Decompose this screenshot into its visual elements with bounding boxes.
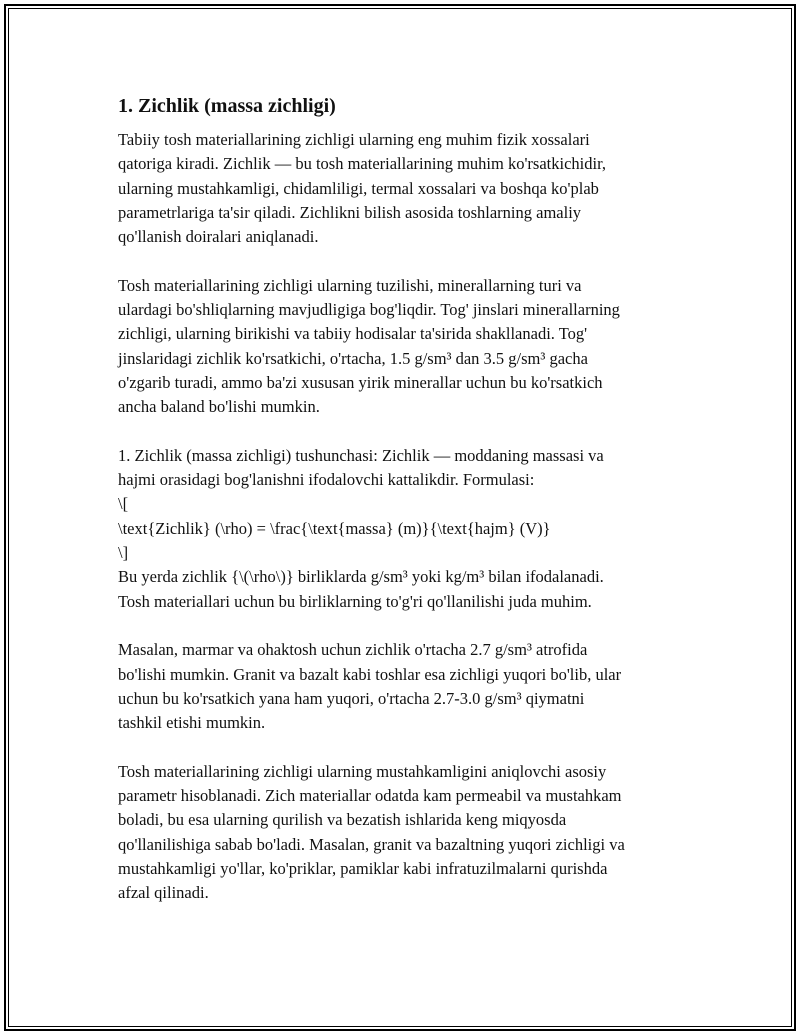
text-line: ularning mustahkamligi, chidamliligi, termal xossalari va boshqa ko'plab	[118, 178, 599, 198]
paragraph-2	[118, 274, 698, 420]
document-body	[118, 92, 698, 930]
formula-body: \text{Zichlik} (\rho) = \frac{\text{massa} (m)}{\text{hajm} (V)}	[118, 518, 551, 538]
text-line: parametr hisoblanadi. Zich materiallar odatda kam permeabil va mustahkam	[118, 786, 622, 806]
text-line: Bu yerda zichlik {\(\rho\)} birliklarda g/sm³ yoki kg/m³ bilan ifodalanadi.	[118, 567, 604, 587]
text-line: hajmi orasidagi bog'lanishni ifodalovchi kattalikdir. Formulasi:	[118, 470, 535, 490]
text-line: mustahkamligi yo'llar, ko'priklar, pamiklar kabi infratuzilmalarni qurishda	[118, 858, 608, 878]
text-line: bo'lishi mumkin. Granit va bazalt kabi toshlar esa zichligi yuqori bo'lib, ular	[118, 664, 622, 684]
text-line: Tosh materiallarining zichligi ularning mustahkamligini aniqlovchi asosiy	[118, 761, 607, 781]
text-line: o'zgarib turadi, ammo ba'zi xususan yirik minerallar uchun bu ko'rsatkich	[118, 372, 603, 392]
text-line: Tosh materiallarining zichligi ularning tuzilishi, minerallarning turi va	[118, 275, 582, 295]
text-line: zichligi, ularning birikishi va tabiiy hodisalar ta'sirida shakllanadi. Tog'	[118, 324, 588, 344]
text-line: ulardagi bo'shliqlarning mavjudligiga bog'liqdir. Tog' jinslari minerallarning	[118, 300, 620, 320]
paragraph-5	[118, 760, 698, 906]
formula-open: \[	[118, 494, 129, 514]
text-line: uchun bu ko'rsatkich yana ham yuqori, o'rtacha 2.7-3.0 g/sm³ qiymatni	[118, 688, 585, 708]
text-line: Tosh materiallari uchun bu birliklarning to'g'ri qo'llanilishi juda muhim.	[118, 591, 592, 611]
text-line: jinslaridagi zichlik ko'rsatkichi, o'rtacha, 1.5 g/sm³ dan 3.5 g/sm³ gacha	[118, 348, 588, 368]
formula-close: \]	[118, 543, 129, 563]
text-line: boladi, bu esa ularning qurilish va bezatish ishlarida keng miqyosda	[118, 810, 567, 830]
text-line: qo'llanilishiga sabab bo'ladi. Masalan, granit va bazaltning yuqori zichligi va	[118, 834, 625, 854]
text-line: tashkil etishi mumkin.	[118, 713, 266, 733]
text-line: Tabiiy tosh materiallarining zichligi ularning eng muhim fizik xossalari	[118, 130, 590, 149]
text-line: afzal qilinadi.	[118, 883, 209, 903]
text-line: qo'llanish doiralari aniqlanadi.	[118, 227, 319, 247]
paragraph-3	[118, 444, 698, 614]
text-line: 1. Zichlik (massa zichligi) tushunchasi: Zichlik — moddaning massasi va	[118, 445, 604, 465]
paragraph-1	[118, 128, 698, 249]
paragraph-4	[118, 638, 698, 735]
text-line: qatoriga kiradi. Zichlik — bu tosh materiallarining muhim ko'rsatkichidir,	[118, 154, 607, 174]
section-heading: 1. Zichlik (massa zichligi)	[118, 95, 336, 117]
text-line: parametrlariga ta'sir qiladi. Zichlikni bilish asosida toshlarning amaliy	[118, 202, 582, 222]
text-line: Masalan, marmar va ohaktosh uchun zichlik o'rtacha 2.7 g/sm³ atrofida	[118, 640, 588, 660]
text-line: ancha baland bo'lishi mumkin.	[118, 397, 320, 417]
